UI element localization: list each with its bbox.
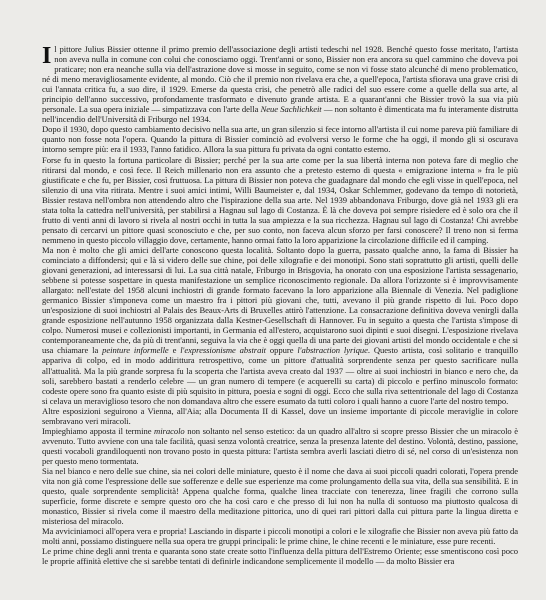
text-run: oppure <box>266 345 298 356</box>
paragraph-p1 <box>42 44 518 124</box>
paragraph-p8 <box>42 526 518 546</box>
text-run: e <box>168 345 181 356</box>
italic-term: l'abstraction lyrique <box>297 345 368 356</box>
text-run: Ma non è molto che gli amici dell'arte conoscono questa località. Soltanto dopo la guerra, passato qualche anno, la fama di Bissier ha cominciato a diffondersi; qui e là si videro delle sue chine, poi delle xilografie e dei monotipi. Sono stati soprattutto gli artisti, quelli delle giovani generazioni, ad interessarsi di lui. La sua città natale, Friburgo in Brisgovia, ha onorato con una esposizione l'artista sessagenario, sebbene si potesse sospettare in questa manifestazione un semplice riconoscimento regionale. Da allora l'orizzonte si è improvvisamente allargato: nell'estate del 1958 alcuni inchiostri di grande formato facevano la loro apparizione alla Biennale di Venezia. Nel padiglione germanico Bissier s'imponeva come un maestro fra i pittori più giovani che, tutti, avevano il più grande rispetto di lui. Poco dopo un'esposizione di suoi inchiostri al Palais des Beaux-Arts di Bruxelles attirò l'attenzione. La consacrazione definitiva doveva venirgli dalla grande esposizione nell'autunno 1958 organizzata dalla Kestner-Gesellschaft di Hannover. Fu in seguito a questa che l'artista s'impose di colpo. Numerosi musei e collezionisti importanti, in Germania ed all'estero, acquistarono suoi dipinti e suoi disegni. L'esposizione rivelava contemporaneamente che, da più di trent'anni, seguiva la via che è oggi quella di una parte dei giovani artisti del mondo occidentale e che si usa chiamare la <box>42 244 518 356</box>
paragraph-p5 <box>42 406 518 426</box>
article-body <box>42 44 518 566</box>
text-run: Dopo il 1930, dopo questo cambiamento decisivo nella sua arte, un gran silenzio si fece intorno all'artista il cui nome pareva più familiare di quanto non fosse nota l'opera. Quando la pittura di Bissier cominciò ad evolversi verso le forme che ha oggi, il mondo gli si oscurava intorno sempre più: era il 1933, l'anno fatidico. Allora la sua pittura fu privata da ogni contatto esterno. <box>42 124 518 155</box>
drop-cap: I <box>42 43 52 69</box>
text-run: Le prime chine degli anni trenta e quaranta sono state create sotto l'influenza della pittura dell'Estremo Oriente; esse smentiscono così poco le proprie affinità elettive che si sarebbe tentati di definirle indicandone semplicemente il modello — da molto Bissier era <box>42 546 518 567</box>
text-run: l pittore Julius Bissier ottenne il primo premio dell'associazione degli artisti tedeschi nel 1928. Benché questo fosse meritato, l'artista non aveva nulla in comune con colui che conosciamo oggi. Trent'anni or sono, Bissier non era ancora su quel cammino che doveva poi praticare; non era neanche sulla via dell'astrazione dove si mosse in seguito, come se non vi fosse stato alcunché di meno problematico, né di meno meravigliosamente evidente, al mondo. Ciò che il premio non rivelava era che, a quell'epoca, l'artista sfiorava una grave crisi di cui l'annata critica fu, a suo dire, il 1929. Emerse da questa crisi, che penetrò alle radici del suo essere come a quelle della sua arte, al principio dell'anno successivo, profondamente trasformato e divenuto grande artista. E a quarant'anni che Bissier trovò la sua via più personale. La sua opera iniziale — simpatizzava con l'arte della <box>42 44 518 115</box>
paragraph-p9 <box>42 546 518 566</box>
italic-term: peinture informelle <box>102 345 169 356</box>
text-run: — non soltanto è dimenticata ma fu interamente distrutta nell'incendio dell'Università di Friburgo nel 1934. <box>42 104 518 125</box>
paragraph-p7 <box>42 466 518 526</box>
text-run: Forse fu in questo la fortuna particolare di Bissier; perché per la sua arte come per la sua libertà interna non poteva fare di meglio che ritirarsi dal mondo, e così fece. Il Reich millenario non era assunto che a pretesto esterno di questa « emigrazione interna » fra le più giustificate e che fu, per Bissier, così fruttuosa. La pittura di Bissier non poteva che guadagnare dal mondo che egli visse in quell'epoca, nel silenzio di una vita ritirata. Mentre i suoi amici intimi, Willi Baumeister e, dal 1934, Oskar Schlemmer, godevano da tempo di notorietà, Bissier restava nell'ombra non attendendo altro che l'ispirazione della sua arte. Nel 1939 abbandonava Friburgo, dove già nel 1933 gli era stata tolta la cattedra nell'università, per stabilirsi a Hagnau sul lago di Costanza. È là che doveva poi sempre risiedere ed è solo ora che il frutto di venti anni di lavoro si rivela al nostri occhi in tutta la sua ampiezza e la sua ricchezza. Hagnau sul lago di Costanza! Chi avrebbe pensato di cercarvi un pittore quasi sconosciuto e che, per suo conto, non faceva alcun sforzo per farsi conoscere? Il treno non si ferma nemmeno in questo piccolo villaggio dove, certamente, hanno ormai fatto la loro apparizione la circolazione difficile ed il camping. <box>42 154 518 245</box>
text-run: . Questo artista, così solitario e tranquillo appariva di colpo, ed in modo addirittura retrospettivo, come un pittore d'attualità sorprendente senza per questo sacrificare nulla all'attualità. Ma la più grande sorpresa fu la scoperta che l'artista aveva creato dal 1937 — oltre ai suoi inchiostri in bianco e nero che, da soli, sarebbero bastati a renderlo celebre — un gran numero di tempere (e acquerelli su carta) di piccolo e perfino minuscolo formato: codeste opere sono fra quanto esiste di più squisito in pittura, poesia e sogni di oggi. Ecco che sulla riva settentrionale del lago di Costanza si celava un meraviglioso tesoro che non domandava altro che essere esumato da tutti coloro i quali hanno a cuore l'arte del nostro tempo. <box>42 345 519 406</box>
text-run: Altre esposizioni seguirono a Vienna, all'Aia; alla Documenta II di Kassel, dove un insieme importante di piccole meraviglie in colore sembravano veri miracoli. <box>42 405 518 426</box>
text-run: Impieghiamo apposta il termine <box>42 425 155 436</box>
italic-term: miracolo <box>154 425 185 436</box>
italic-term: l'expressionisme abstrait <box>180 345 267 356</box>
paragraph-p3 <box>42 155 518 245</box>
text-run: Sia nel bianco e nero delle sue chine, sia nei colori delle miniature, questo è il nome che dava ai suoi piccoli quadri colorati, l'opera prende vita non già come l'espressione delle sue sofferenze e delle sue esperienze ma come prolungamento della sua vita, della sua sensibilità. E in questo, quale sorprendente semplicità! Appena qualche forma, qualche linea tracciate con tenerezza, linee fragili che corrono sulla superficie, forme discrete e sempre questo oro che ha così caro e che presso di lui non ha nulla di sontuoso ma piuttosto qualcosa di monastico, Bissier si rivela come il maestro della meditazione pittorica, uno di quei rari pittori dalla cui pittura parte la lingua diretta e misteriosa del miracolo. <box>42 465 518 527</box>
text-run: Ma avviciniamoci all'opera vera e propria! Lasciando in disparte i piccoli monotipi a colori e le xilografie che Bissier non aveva più fatto da molti anni, possiamo distinguere nella sua opera tre gruppi principali: le prime chine, le chine recenti e le miniature, esse pure recenti. <box>42 526 518 547</box>
italic-term: Neue Sachlichkeit <box>260 104 322 115</box>
paragraph-p4 <box>42 245 518 406</box>
text-run: non soltanto nel senso estetico: da un quadro all'altro si scopre presso Bissier che un miracolo è avvenuto. Tutto avviene con una tale facilità, quasi senza volontà creatrice, senza la presenza latente del destino. Volontà, destino, passione, questi vocaboli grandiloquenti non trovano posto in questa pittura: l'artista sembra averli lasciati dietro di sé, nel corso di un'esistenza non per questo meno tormentata. <box>42 425 519 466</box>
paragraph-p2 <box>42 124 518 154</box>
paragraph-p6 <box>42 426 518 466</box>
